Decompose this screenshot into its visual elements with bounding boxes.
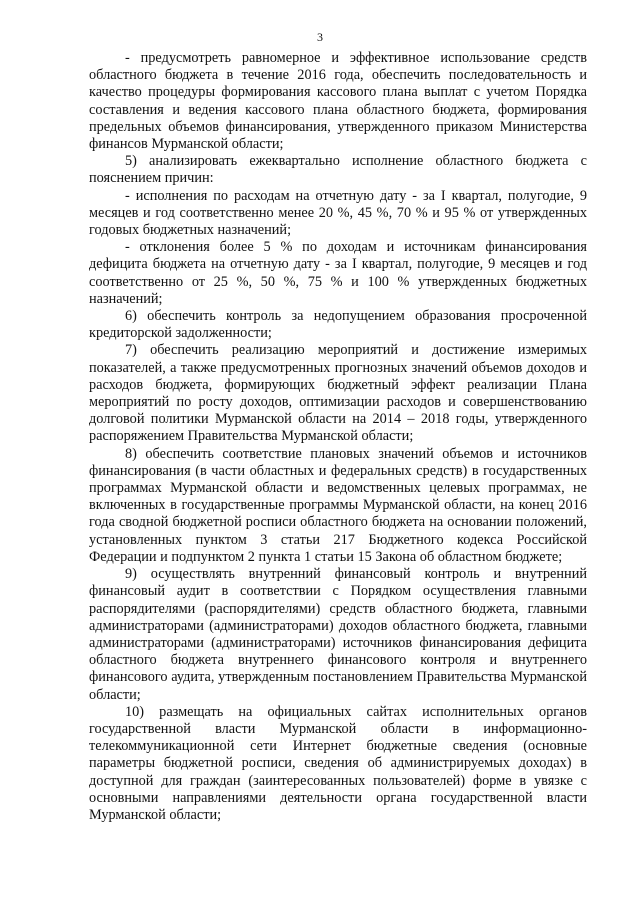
paragraph-item-7: 7) обеспечить реализацию мероприятий и достижение измеримых показателей, а также предусмотренных прогнозных значений объемов доходов и расходов бюджета, формирующих бюджетный эффект реализации Плана мероприятий по росту доходов, оптимизации расходов и совершенствованию долговой политики Мурманской области на 2014 – 2018 годы, утвержденного распоряжением Правительства Мурманской области;: [89, 342, 587, 445]
paragraph-item-10: 10) размещать на официальных сайтах исполнительных органов государственной власти Мурманской области в информационно-телекоммуникационной сети Интернет бюджетные сведения (основные параметры бюджетной росписи, сведения об администрируемых доходах) в доступной для граждан (заинтересованных пользователей) форме в увязке с основными направлениями деятельности органа государственной власти Мурманской области;: [89, 703, 587, 823]
page-number: 3: [317, 30, 323, 44]
paragraph-item-8: 8) обеспечить соответствие плановых значений объемов и источников финансирования (в части областных и федеральных средств) в государственных программах Мурманской области и ведомственных целевых программах, не включенных в государственные программы Мурманской области, на конец 2016 года сводной бюджетной росписи областного бюджета на основании положений, установленных пунктом 3 статьи 217 Бюджетного кодекса Российской Федерации и подпунктом 2 пункта 1 статьи 15 Закона об областном бюджете;: [89, 445, 587, 565]
paragraph-item-5: 5) анализировать ежеквартально исполнение областного бюджета с пояснением причин:: [89, 153, 587, 187]
paragraph-item-9: 9) осуществлять внутренний финансовый контроль и внутренний финансовый аудит в соответствии с Порядком осуществления главными распорядителями (распорядителями) средств областного бюджета, главными администраторами (администраторами) доходов областного бюджета, главными администраторами (администраторами) источников финансирования дефицита областного бюджета внутреннего финансового контроля и внутреннего финансового аудита, утвержденным постановлением Правительства Мурманской области;: [89, 566, 587, 703]
paragraph-item-6: 6) обеспечить контроль за недопущением образования просроченной кредиторской задолженности;: [89, 308, 587, 342]
paragraph-cash-plan: - предусмотреть равномерное и эффективное использование средств областного бюджета в течение 2016 года, обеспечить последовательность и качество процедуры формирования кассового плана выплат с учетом Порядка составления и ведения кассового плана областного бюджета, формирования предельных объемов финансирования, утвержденного приказом Министерства финансов Мурманской области;: [89, 50, 587, 153]
paragraph-revenue-deviation: - отклонения более 5 % по доходам и источникам финансирования дефицита бюджета на отчетную дату - за I квартал, полугодие, 9 месяцев и год соответственно от 25 %, 50 %, 75 % и 100 % утвержденных бюджетных назначений;: [89, 239, 587, 307]
document-body: [89, 50, 587, 824]
paragraph-expense-execution: - исполнения по расходам на отчетную дату - за I квартал, полугодие, 9 месяцев и год соответственно менее 20 %, 45 %, 70 % и 95 % от утвержденных годовых бюджетных назначений;: [89, 187, 587, 239]
